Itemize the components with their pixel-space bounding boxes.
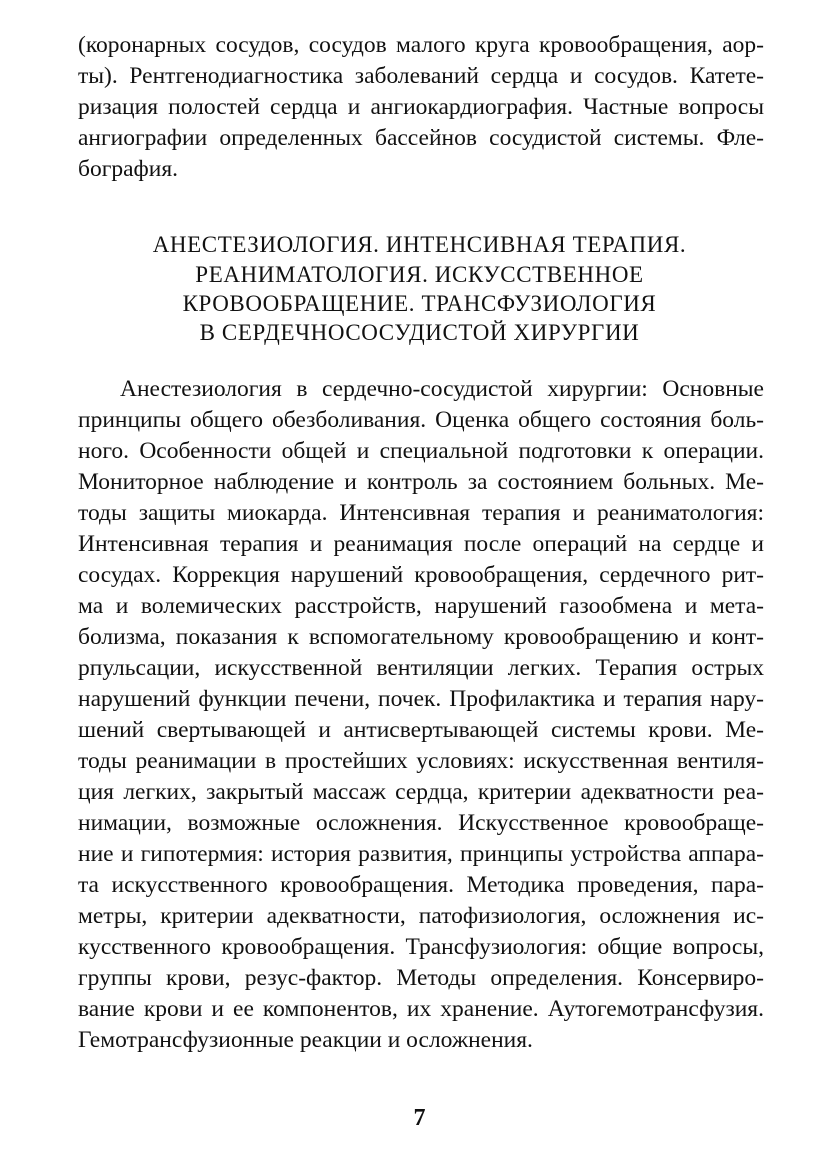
body-line: нарушений функции печени, почек. Профилактика и терапия нару-: [78, 686, 764, 712]
body-line: шений свертывающей и антисвертывающей системы крови. Ме-: [78, 717, 764, 743]
body-line: ние и гипотермия: история развития, принципы устройства аппара-: [78, 841, 764, 867]
body-line: нимации, возможные осложнения. Искусственное кровообраще-: [78, 810, 764, 836]
heading-line: КРОВООБРАЩЕНИЕ. ТРАНСФУЗИОЛОГИЯ: [182, 291, 657, 316]
intro-line: ты). Рентгенодиагностика заболеваний сердца и сосудов. Катете-: [78, 63, 764, 89]
heading-line: РЕАНИМАТОЛОГИЯ. ИСКУССТВЕННОЕ: [195, 262, 644, 287]
body-line: ция легких, закрытый массаж сердца, критерии адекватности реа-: [78, 779, 764, 805]
body-line: та искусственного кровообращения. Методика проведения, пара-: [78, 872, 764, 898]
heading-line: АНЕСТЕЗИОЛОГИЯ. ИНТЕНСИВНАЯ ТЕРАПИЯ.: [152, 232, 687, 257]
body-line: Анестезиология в сердечно-сосудистой хирургии: Основные: [120, 376, 764, 402]
body-line: рпульсации, искусственной вентиляции легких. Терапия острых: [78, 655, 764, 681]
body-line: принципы общего обезболивания. Оценка общего состояния боль-: [78, 407, 764, 433]
body-line: группы крови, резус-фактор. Методы определения. Консервиро-: [78, 965, 764, 991]
body-line: метры, критерии адекватности, патофизиология, осложнения ис-: [78, 903, 764, 929]
body-line: ного. Особенности общей и специальной подготовки к операции.: [78, 438, 764, 464]
body-line: Гемотрансфузионные реакции и осложнения.: [78, 1027, 533, 1053]
intro-line: ангиографии определенных бассейнов сосудистой системы. Фле-: [78, 125, 764, 151]
body-line: ма и волемических расстройств, нарушений газообмена и мета-: [78, 593, 764, 619]
body-line: Мониторное наблюдение и контроль за состоянием больных. Ме-: [78, 469, 764, 495]
body-line: вание крови и ее компонентов, их хранение. Аутогемотрансфузия.: [78, 996, 764, 1022]
body-line: тоды реанимации в простейших условиях: искусственная вентиля-: [78, 748, 764, 774]
heading-line: В СЕРДЕЧНОСОСУДИСТОЙ ХИРУРГИИ: [199, 320, 640, 345]
body-line: кусственного кровообращения. Трансфузиология: общие вопросы,: [78, 934, 764, 960]
intro-line: бография.: [78, 156, 179, 182]
body-line: Интенсивная терапия и реанимация после операций на сердце и: [78, 531, 764, 557]
intro-line: ризация полостей сердца и ангиокардиография. Частные вопросы: [78, 94, 764, 120]
body-line: болизма, показания к вспомогательному кровообращению и конт-: [78, 624, 764, 650]
intro-line: (коронарных сосудов, сосудов малого круга кровообращения, аор-: [78, 32, 764, 58]
body-line: сосудах. Коррекция нарушений кровообращения, сердечного рит-: [78, 562, 764, 588]
page-number: 7: [413, 1105, 426, 1131]
body-line: тоды защиты миокарда. Интенсивная терапия и реаниматология:: [78, 500, 764, 526]
